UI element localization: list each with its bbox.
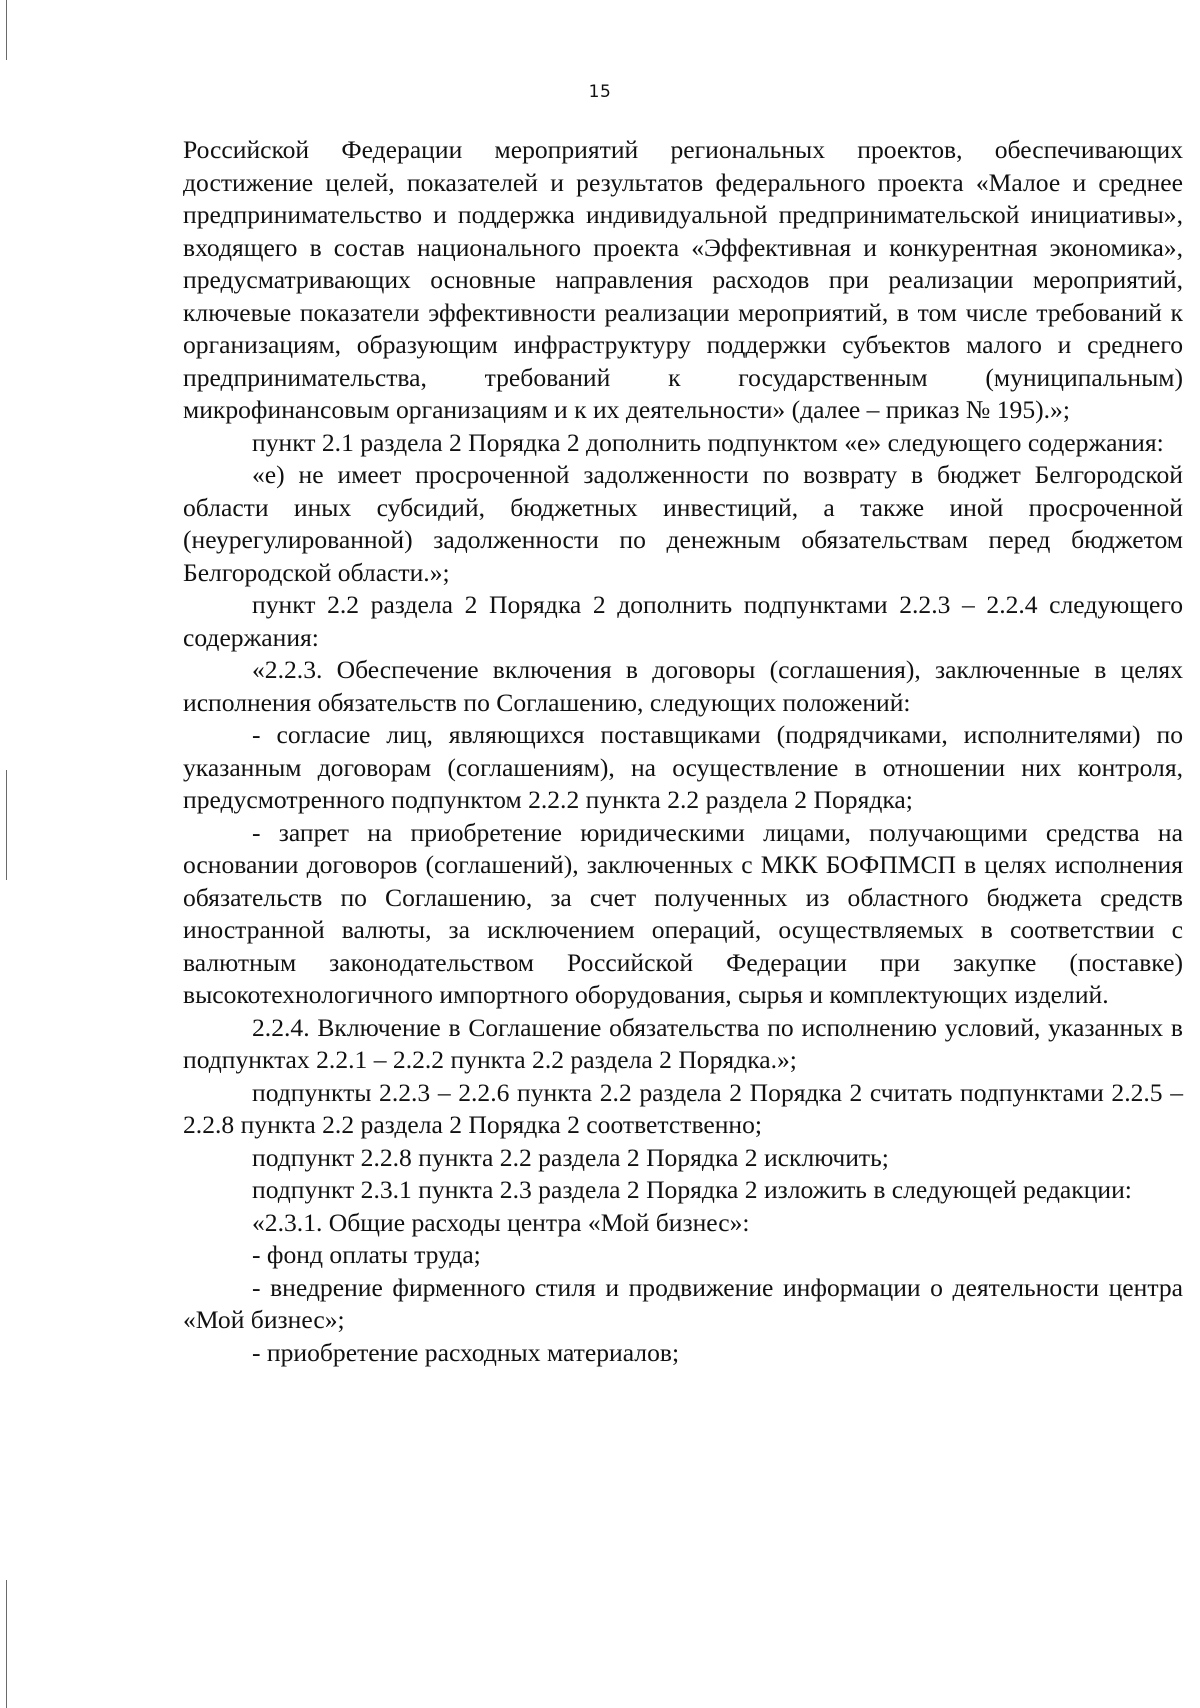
list-item: - согласие лиц, являющихся поставщиками (подрядчиками, исполнителями) по указанным договорам (соглашениям), на осуществление в отношении них контроля, предусмотренного подпунктом 2.2.2 пункта 2.2 раздела 2 Порядка; [183, 720, 1183, 814]
list-item: - внедрение фирменного стиля и продвижение информации о деятельности центра «Мой бизнес»; [183, 1272, 1183, 1334]
paragraph: подпункт 2.2.8 пункта 2.2 раздела 2 Порядка 2 исключить; [252, 1142, 889, 1172]
paragraph: 2.2.4. Включение в Соглашение обязательства по исполнению условий, указанных в подпунктах 2.2.1 – 2.2.2 пункта 2.2 раздела 2 Порядка.»; [183, 1012, 1183, 1074]
paragraph: пункт 2.2 раздела 2 Порядка 2 дополнить подпунктами 2.2.3 – 2.2.4 следующего содержания: [183, 590, 1183, 652]
page-number: 15 [588, 82, 612, 102]
list-item: - запрет на приобретение юридическими лицами, получающими средства на основании договоров (соглашений), заключенных с МКК БОФПМСП в целях исполнения обязательств по Соглашению, за счет полученных из областного бюджета средств иностранной валюты, за исключением операций, осуществляемых в соответствии с валютным законодательством Российской Федерации при закупке (поставке) высокотехнологичного импортного оборудования, сырья и комплектующих изделий. [183, 817, 1183, 1009]
paragraph: «е) не имеет просроченной задолженности по возврату в бюджет Белгородской области иных субсидий, бюджетных инвестиций, а также иной просроченной (неурегулированной) задолженности по денежным обязательствам перед бюджетом Белгородской области.»; [183, 460, 1183, 587]
paragraph: «2.2.3. Обеспечение включения в договоры (соглашения), заключенные в целях исполнения обязательств по Соглашению, следующих положений: [183, 655, 1183, 717]
scan-edge-line [6, 1580, 7, 1708]
document-body [183, 134, 1183, 1369]
list-item: - приобретение расходных материалов; [252, 1337, 680, 1367]
paragraph: «2.3.1. Общие расходы центра «Мой бизнес»: [252, 1207, 750, 1237]
paragraph: подпункт 2.3.1 пункта 2.3 раздела 2 Порядка 2 изложить в следующей редакции: [252, 1175, 1132, 1204]
list-item: - фонд оплаты труда; [252, 1240, 481, 1269]
paragraph: пункт 2.1 раздела 2 Порядка 2 дополнить подпунктом «е» следующего содержания: [252, 427, 1164, 457]
paragraph: Российской Федерации мероприятий региональных проектов, обеспечивающих достижение целей, показателей и результатов федерального проекта «Малое и среднее предпринимательство и поддержка индивидуальной предпринимательской инициативы», входящего в состав национального проекта «Эффективная и конкурентная экономика», предусматривающих основные направления расходов при реализации мероприятий, ключевые показатели эффективности реализации мероприятий, в том числе требований к организациям, образующим инфраструктуру поддержки субъектов малого и среднего предпринимательства, требований к государственным (муниципальным) микрофинансовым организациям и к их деятельности» (далее – приказ № 195).»; [183, 135, 1183, 424]
paragraph: подпункты 2.2.3 – 2.2.6 пункта 2.2 раздела 2 Порядка 2 считать подпунктами 2.2.5 – 2.2.8 пункта 2.2 раздела 2 Порядка 2 соответственно; [183, 1077, 1183, 1139]
scan-edge-line [6, 0, 7, 60]
scan-edge-line [6, 770, 7, 880]
